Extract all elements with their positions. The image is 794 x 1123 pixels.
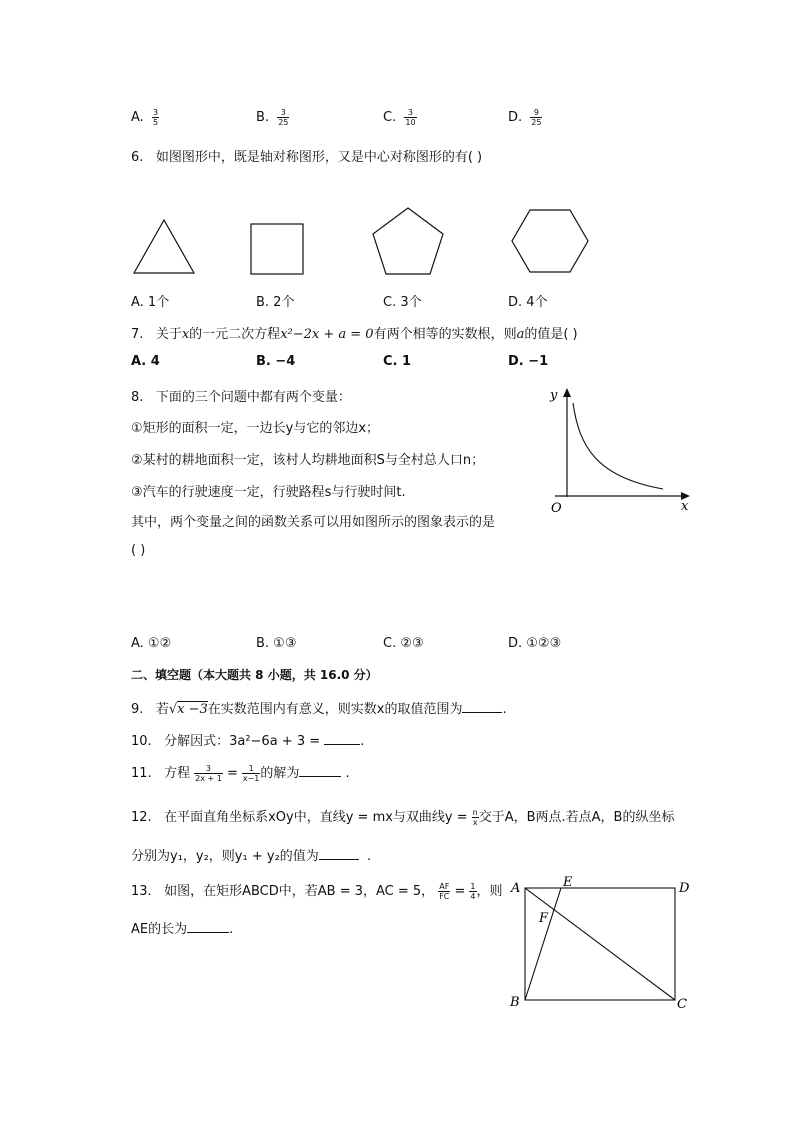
q6-option-a: A. 1个 bbox=[131, 295, 170, 310]
answer-blank bbox=[187, 920, 229, 933]
text: 的一元二次方程 bbox=[189, 327, 281, 342]
text: ，则 bbox=[476, 884, 503, 899]
denominator: 2x + 1 bbox=[195, 774, 222, 783]
denominator: FC bbox=[439, 892, 450, 901]
q13-stem bbox=[131, 880, 503, 901]
hexagon-shape bbox=[512, 210, 588, 272]
text: 在实数范围内有意义，则实数x的取值范围为 bbox=[207, 702, 463, 717]
q9-stem bbox=[131, 698, 507, 717]
q5-option-c-label: C. bbox=[383, 110, 397, 125]
q5-option-b bbox=[256, 108, 289, 127]
q5-option-c-fraction bbox=[404, 108, 416, 127]
segment-be bbox=[525, 888, 561, 1000]
q5-option-b-fraction bbox=[277, 108, 289, 127]
variable: a bbox=[516, 327, 525, 342]
numerator: 1 bbox=[470, 882, 476, 891]
q8-paren: ( ) bbox=[131, 543, 146, 558]
question-number: 7. bbox=[131, 327, 144, 342]
y-axis-arrow bbox=[563, 388, 571, 397]
text: 有两个相等的实数根，则 bbox=[373, 327, 517, 342]
text: 如图，在矩形ABCD中，若AB = 3，AC = 5， bbox=[164, 884, 435, 899]
q7-option-b: B. −4 bbox=[256, 354, 296, 369]
q8-graph bbox=[545, 385, 695, 515]
denominator: 10 bbox=[405, 118, 416, 127]
square-shape bbox=[251, 224, 303, 274]
radicand: x −3 bbox=[177, 702, 208, 717]
label-c: C bbox=[677, 997, 687, 1012]
q8-item-2: ②某村的耕地面积一定，该村人均耕地面积S与全村总人口n； bbox=[131, 453, 485, 468]
q13-line-2 bbox=[131, 918, 233, 937]
q6-option-c: C. 3个 bbox=[383, 295, 422, 310]
text: . bbox=[360, 734, 365, 749]
section-heading: 二、填空题（本大题共 8 小题，共 16.0 分） bbox=[131, 668, 378, 682]
q8-option-b: B. ①③ bbox=[256, 636, 297, 651]
fraction bbox=[194, 764, 223, 783]
q6-shapes-figure bbox=[125, 200, 605, 280]
q5-option-c bbox=[383, 108, 417, 127]
text: 的解为 bbox=[260, 766, 300, 781]
q13-rectangle-figure bbox=[505, 872, 705, 1017]
q5-option-b-label: B. bbox=[256, 110, 270, 125]
q7-option-d: D. −1 bbox=[508, 354, 549, 369]
q6-option-d: D. 4个 bbox=[508, 295, 548, 310]
text: 的值是( ) bbox=[524, 327, 578, 342]
denominator: 4 bbox=[470, 892, 476, 901]
variable: x bbox=[181, 327, 190, 342]
text: . bbox=[502, 702, 507, 717]
label-a: A bbox=[511, 881, 521, 896]
text: . bbox=[345, 766, 350, 781]
question-number: 10. bbox=[131, 734, 152, 749]
numerator: 3 bbox=[152, 108, 159, 117]
answer-blank bbox=[299, 764, 341, 777]
denominator: x−1 bbox=[242, 774, 260, 783]
question-text: 如图图形中，既是轴对称图形，又是中心对称图形的有( ) bbox=[155, 150, 483, 165]
q12-line-2 bbox=[131, 845, 371, 864]
q5-option-a-fraction bbox=[152, 108, 159, 127]
q7-option-c: C. 1 bbox=[383, 354, 412, 369]
question-number: 9. bbox=[131, 702, 144, 717]
pentagon-shape bbox=[373, 208, 443, 274]
q7-option-a: A. 4 bbox=[131, 354, 160, 369]
numerator: 1 bbox=[242, 764, 261, 774]
fraction bbox=[242, 764, 261, 783]
q5-option-d bbox=[508, 108, 542, 127]
equation: x²−2x + a = 0 bbox=[280, 327, 374, 342]
fraction bbox=[469, 882, 476, 901]
question-number: 11. bbox=[131, 766, 152, 781]
denominator: 25 bbox=[531, 118, 542, 127]
numerator: AF bbox=[439, 882, 450, 891]
triangle-shape bbox=[134, 220, 194, 273]
q10-stem bbox=[131, 730, 364, 749]
text: 在平面直角坐标系xOy中，直线y = mx与双曲线y = bbox=[164, 810, 468, 825]
q8-item-3: ③汽车的行驶速度一定，行驶路程s与行驶时间t. bbox=[131, 485, 406, 500]
q8-item-1: ①矩形的面积一定，一边长y与它的邻边x； bbox=[131, 421, 380, 436]
text: 若 bbox=[155, 702, 169, 717]
q5-option-d-label: D. bbox=[508, 110, 523, 125]
q11-stem bbox=[131, 762, 350, 783]
label-f: F bbox=[539, 911, 549, 926]
q5-option-d-fraction bbox=[530, 108, 542, 127]
text: . bbox=[367, 849, 372, 864]
denominator: x bbox=[472, 818, 478, 827]
fraction bbox=[438, 882, 450, 901]
equals-sign: = bbox=[454, 884, 466, 899]
text: AE的长为 bbox=[131, 922, 188, 937]
x-axis-label: x bbox=[681, 499, 689, 514]
q8-question: 其中，两个变量之间的函数关系可以用如图所示的图象表示的是 bbox=[131, 515, 496, 530]
question-number: 6. bbox=[131, 150, 144, 165]
answer-blank bbox=[324, 732, 360, 745]
q8-option-d: D. ①②③ bbox=[508, 636, 562, 651]
answer-blank bbox=[319, 847, 359, 860]
text: 分别为y₁，y₂，则y₁ + y₂的值为 bbox=[131, 849, 319, 864]
q12-stem bbox=[131, 806, 674, 827]
label-e: E bbox=[563, 875, 573, 890]
equals-sign: = bbox=[226, 766, 238, 781]
q6-option-b: B. 2个 bbox=[256, 295, 295, 310]
numerator: 9 bbox=[530, 108, 542, 118]
numerator: 3 bbox=[404, 108, 416, 118]
text: 关于 bbox=[155, 327, 182, 342]
q6-stem bbox=[131, 146, 482, 165]
question-number: 12. bbox=[131, 810, 152, 825]
q5-option-a bbox=[131, 108, 159, 127]
q8-option-a: A. ①② bbox=[131, 636, 172, 651]
answer-blank bbox=[462, 700, 502, 713]
question-text: 分解因式：3a²−6a + 3 = bbox=[164, 734, 321, 749]
numerator: n bbox=[472, 808, 478, 817]
text: . bbox=[229, 922, 234, 937]
denominator: 5 bbox=[152, 118, 159, 127]
q5-option-a-label: A. bbox=[131, 110, 144, 125]
question-text: 下面的三个问题中都有两个变量： bbox=[155, 390, 351, 405]
label-b: B bbox=[510, 995, 520, 1010]
q8-stem bbox=[131, 386, 351, 405]
diagonal-ac bbox=[525, 888, 675, 1000]
origin-label: O bbox=[551, 501, 562, 515]
sqrt-symbol: √ bbox=[168, 702, 178, 717]
text: 方程 bbox=[164, 766, 191, 781]
text: 交于A，B两点.若点A，B的纵坐标 bbox=[478, 810, 675, 825]
label-d: D bbox=[679, 881, 690, 896]
fraction bbox=[472, 808, 479, 827]
hyperbola-curve bbox=[573, 403, 663, 489]
question-number: 13. bbox=[131, 884, 152, 899]
denominator: 25 bbox=[278, 118, 289, 127]
q8-option-c: C. ②③ bbox=[383, 636, 424, 651]
numerator: 3 bbox=[277, 108, 289, 118]
y-axis-label: y bbox=[550, 388, 558, 403]
question-number: 8. bbox=[131, 390, 144, 405]
q7-stem bbox=[131, 323, 578, 342]
numerator: 3 bbox=[194, 764, 223, 774]
